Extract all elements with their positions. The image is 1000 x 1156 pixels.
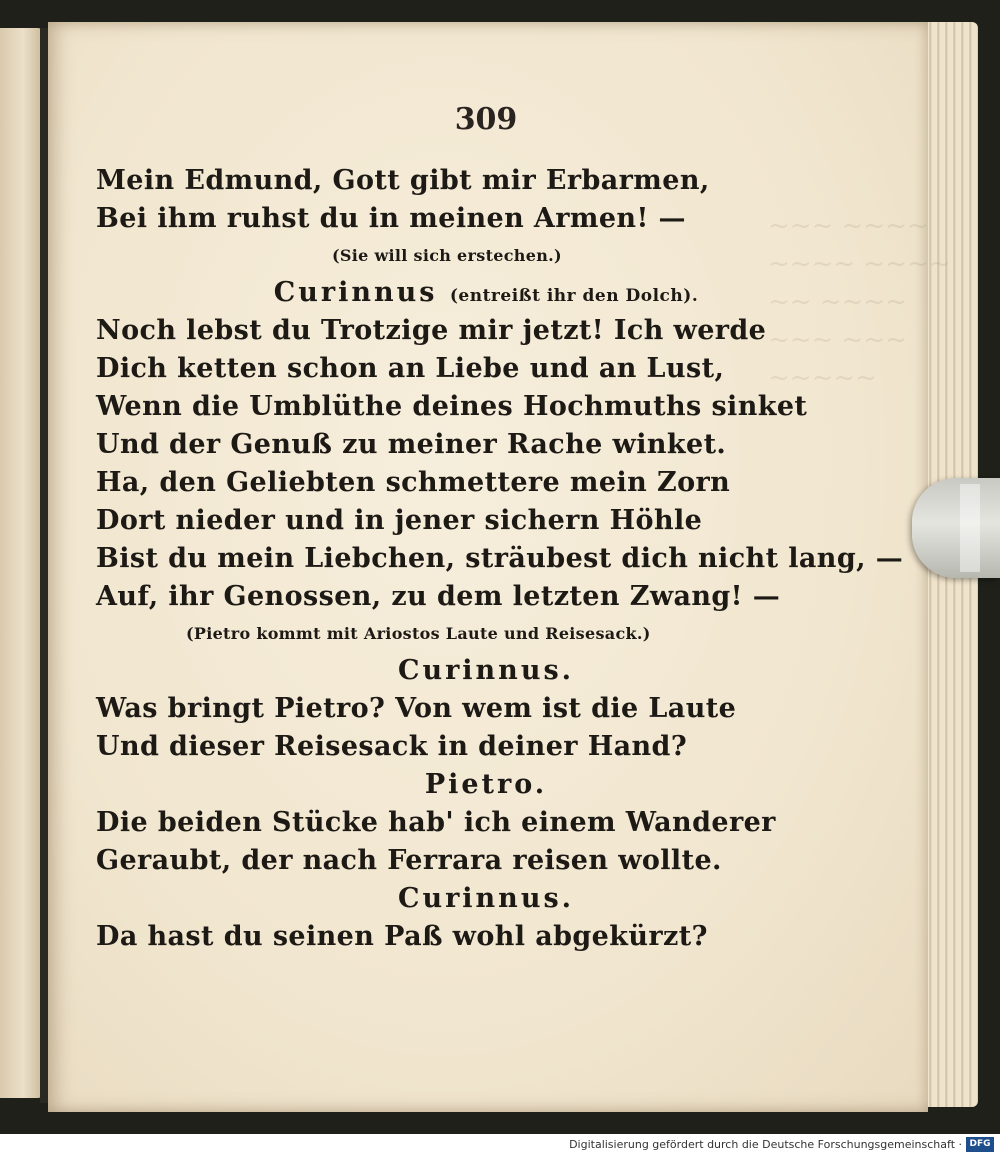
verse-line: Da hast du seinen Paß wohl abgekürzt?	[96, 921, 708, 952]
speaker-label: Pietro.	[424, 769, 548, 800]
speaker-label: Curinnus.	[397, 655, 575, 686]
book-page	[48, 22, 951, 1112]
verse-line: Die beiden Stücke hab' ich einem Wanderer	[96, 807, 776, 838]
verse-line: Was bringt Pietro? Von wem ist die Laute	[96, 693, 737, 724]
show-through-text: ~~~ ~~~~ ~~~~ ~~~~ ~~ ~~~~ ~~~ ~~~ ~~~~~	[768, 211, 951, 393]
speaker-label: Curinnus.	[397, 883, 575, 914]
page-number: 309	[454, 102, 518, 137]
clip-highlight	[960, 484, 980, 572]
speaker-name	[96, 652, 856, 690]
verse-line: Und dieser Reisesack in deiner Hand?	[96, 731, 688, 762]
speaker-label: Curinnus	[273, 277, 438, 308]
verse-line: Und der Genuß zu meiner Rache winket.	[96, 429, 727, 460]
stage-direction: (Pietro kommt mit Ariostos Laute und Reisesack.)	[186, 624, 651, 643]
verse-line: Mein Edmund, Gott gibt mir Erbarmen,	[96, 165, 710, 196]
verse-line: Geraubt, der nach Ferrara reisen wollte.	[96, 845, 722, 876]
verse-line: Dich ketten schon an Liebe und an Lust,	[96, 353, 725, 384]
page-holder-clip	[912, 478, 1000, 578]
speaker-name	[96, 274, 856, 312]
speaker-name	[96, 766, 856, 804]
dfg-logo-icon: DFG	[966, 1137, 994, 1152]
verse-line: Bist du mein Liebchen, sträubest dich nicht lang, —	[96, 543, 904, 574]
verse-line: Noch lebst du Trotzige mir jetzt! Ich werde	[96, 315, 767, 346]
speaker-direction: (entreißt ihr den Dolch).	[449, 286, 699, 306]
speaker-name	[96, 880, 856, 918]
play-text	[96, 162, 904, 956]
digitization-footer	[0, 1134, 1000, 1156]
left-page-edge	[0, 28, 42, 1098]
verse-line: Dort nieder und in jener sichern Höhle	[96, 505, 703, 536]
footer-credit: Digitalisierung gefördert durch die Deutsche Forschungsgemeinschaft ·	[569, 1138, 962, 1151]
verse-line: Bei ihm ruhst du in meinen Armen! —	[96, 203, 686, 234]
verse-line: Ha, den Geliebten schmettere mein Zorn	[96, 467, 731, 498]
verse-line: Auf, ihr Genossen, zu dem letzten Zwang! —	[96, 581, 781, 612]
verse-line: Wenn die Umblüthe deines Hochmuths sinket	[96, 391, 808, 422]
stage-direction: (Sie will sich erstechen.)	[332, 246, 562, 265]
